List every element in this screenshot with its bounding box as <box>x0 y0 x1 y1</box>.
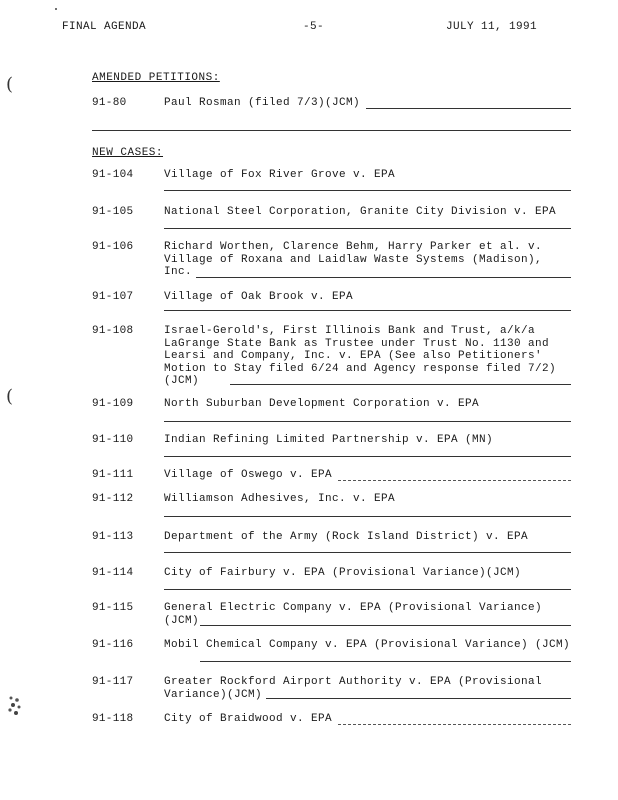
case-title: Greater Rockford Airport Authority v. EPA (Provisional Variance)(JCM) <box>164 676 550 701</box>
case-title: City of Fairbury v. EPA (Provisional Variance)(JCM) <box>164 567 522 579</box>
separator-line <box>92 130 571 131</box>
section-new-cases: NEW CASES: <box>92 147 164 159</box>
fill-line <box>164 552 571 553</box>
case-title: Department of the Army (Rock Island District) v. EPA <box>164 531 529 543</box>
case-number: 91-114 <box>92 567 134 579</box>
fill-line <box>164 190 571 191</box>
case-title: Israel-Gerold's, First Illinois Bank and Trust, a/k/a LaGrange State Bank as Trustee under Trust No. 1130 and Learsi and Company, Inc. v. EPA (See also Petitioners' Motion to Stay filed 6/24 and Agency response filed 7/2)(JCM) <box>164 325 557 387</box>
case-number: 91-105 <box>92 206 134 218</box>
fill-line <box>338 480 571 481</box>
section-amended-petitions: AMENDED PETITIONS: <box>92 72 220 84</box>
case-title: City of Braidwood v. EPA <box>164 713 333 725</box>
fill-line <box>266 698 571 699</box>
case-number: 91-106 <box>92 241 134 253</box>
header-date: JULY 11, 1991 <box>446 21 538 33</box>
case-number: 91-112 <box>92 493 134 505</box>
case-number: 91-80 <box>92 97 127 109</box>
case-title: National Steel Corporation, Granite City Division v. EPA <box>164 206 557 218</box>
case-number: 91-108 <box>92 325 134 337</box>
case-number: 91-117 <box>92 676 134 688</box>
fill-line <box>338 724 571 725</box>
punch-hole-mark: ( <box>6 74 14 95</box>
fill-line <box>164 456 571 457</box>
fill-line <box>164 228 571 229</box>
case-title: North Suburban Development Corporation v. EPA <box>164 398 480 410</box>
fill-line <box>164 589 571 590</box>
case-number: 91-118 <box>92 713 134 725</box>
case-title: Village of Oswego v. EPA <box>164 469 333 481</box>
fill-line <box>164 310 571 311</box>
case-number: 91-104 <box>92 169 134 181</box>
scan-blot-icon <box>6 694 24 718</box>
punch-hole-mark: ( <box>6 386 14 407</box>
case-title: Village of Oak Brook v. EPA <box>164 291 354 303</box>
fill-line <box>164 516 571 517</box>
fill-line <box>230 384 571 385</box>
case-title: Mobil Chemical Company v. EPA (Provisional Variance) (JCM) <box>164 639 571 651</box>
scan-speck <box>55 8 57 10</box>
case-title: General Electric Company v. EPA (Provisional Variance) (JCM) <box>164 602 550 627</box>
fill-line <box>164 421 571 422</box>
fill-line <box>200 625 571 626</box>
case-number: 91-111 <box>92 469 134 481</box>
case-title: Richard Worthen, Clarence Behm, Harry Parker et al. v. Village of Roxana and Laidlaw Waste Systems (Madison), Inc. <box>164 241 550 278</box>
case-title: Paul Rosman (filed 7/3)(JCM) <box>164 97 361 109</box>
fill-line <box>200 661 571 662</box>
case-number: 91-109 <box>92 398 134 410</box>
case-number: 91-116 <box>92 639 134 651</box>
fill-line <box>366 108 571 109</box>
header-title: FINAL AGENDA <box>62 21 147 33</box>
case-title: Indian Refining Limited Partnership v. EPA (MN) <box>164 434 494 446</box>
case-title: Williamson Adhesives, Inc. v. EPA <box>164 493 396 505</box>
case-number: 91-107 <box>92 291 134 303</box>
page-number: -5- <box>303 21 325 33</box>
case-number: 91-115 <box>92 602 134 614</box>
case-title: Village of Fox River Grove v. EPA <box>164 169 396 181</box>
fill-line <box>196 277 571 278</box>
case-number: 91-113 <box>92 531 134 543</box>
case-number: 91-110 <box>92 434 134 446</box>
